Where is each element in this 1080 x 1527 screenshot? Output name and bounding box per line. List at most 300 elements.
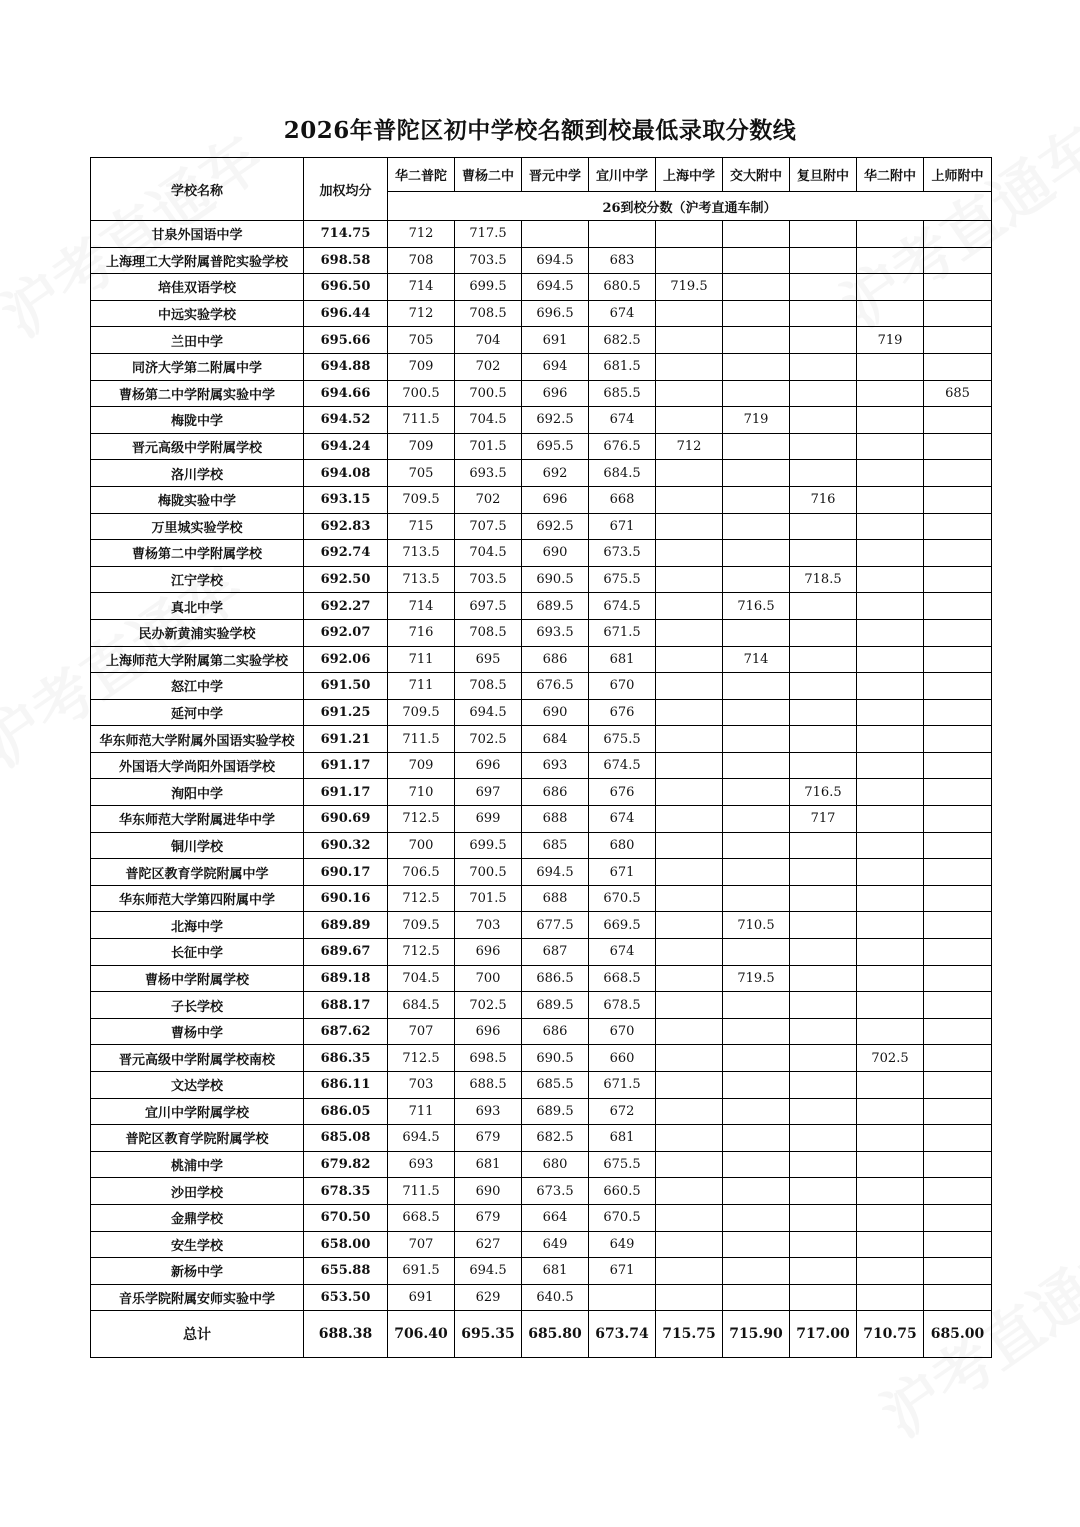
score-cell (924, 1018, 992, 1045)
score-cell (857, 859, 924, 886)
score-cell (857, 1178, 924, 1205)
score-cell (857, 407, 924, 434)
score-cell (857, 540, 924, 567)
score-cell (656, 912, 723, 939)
total-row (91, 1311, 992, 1358)
score-cell (656, 327, 723, 354)
score-cell: 675.5 (589, 726, 656, 753)
weighted-avg-cell: 687.62 (304, 1018, 388, 1045)
score-cell (656, 859, 723, 886)
score-subheader: 26到校分数（沪考直通车制） (388, 192, 992, 221)
score-cell (924, 1258, 992, 1285)
score-cell: 664 (522, 1204, 589, 1231)
score-cell (857, 1151, 924, 1178)
weighted-avg-cell: 655.88 (304, 1258, 388, 1285)
score-cell: 674 (589, 407, 656, 434)
score-cell: 712.5 (388, 885, 455, 912)
school-name-cell: 上海师范大学附属第二实验学校 (91, 646, 304, 673)
score-cell (723, 566, 790, 593)
table-row (91, 885, 992, 912)
score-cell: 708 (388, 247, 455, 274)
score-cell: 681 (522, 1258, 589, 1285)
school-name-cell: 万里城实验学校 (91, 513, 304, 540)
school-name-cell: 安生学校 (91, 1231, 304, 1258)
table-row (91, 407, 992, 434)
score-cell: 686 (522, 646, 589, 673)
score-cell: 716.5 (723, 593, 790, 620)
score-cell: 688 (522, 885, 589, 912)
score-cell (723, 353, 790, 380)
score-cell: 671.5 (589, 619, 656, 646)
score-cell (857, 1284, 924, 1311)
weighted-avg-cell: 691.17 (304, 752, 388, 779)
target-school-header: 上师附中 (924, 158, 992, 192)
score-cell (656, 380, 723, 407)
score-cell (924, 1125, 992, 1152)
table-row (91, 859, 992, 886)
score-cell: 712 (388, 300, 455, 327)
score-cell (857, 221, 924, 248)
score-cell (790, 646, 857, 673)
score-cell (857, 992, 924, 1019)
score-cell (790, 221, 857, 248)
score-cell (924, 699, 992, 726)
score-cell: 678.5 (589, 992, 656, 1019)
score-cell: 649 (589, 1231, 656, 1258)
score-cell (656, 353, 723, 380)
weighted-avg-cell: 691.21 (304, 726, 388, 753)
score-cell (723, 859, 790, 886)
score-cell (857, 433, 924, 460)
score-cell: 705 (388, 327, 455, 354)
score-cell (723, 619, 790, 646)
score-cell: 704.5 (455, 407, 522, 434)
score-cell (857, 1098, 924, 1125)
school-name-cell: 梅陇中学 (91, 407, 304, 434)
score-cell: 711.5 (388, 726, 455, 753)
score-cell: 687 (522, 939, 589, 966)
weighted-avg-cell: 694.08 (304, 460, 388, 487)
score-cell: 685.5 (589, 380, 656, 407)
target-school-header: 曹杨二中 (455, 158, 522, 192)
score-cell: 701.5 (455, 885, 522, 912)
table-row (91, 1284, 992, 1311)
weighted-avg-cell: 693.15 (304, 486, 388, 513)
score-cell (857, 806, 924, 833)
score-cell (857, 779, 924, 806)
score-cell: 712 (388, 221, 455, 248)
score-cell: 696.5 (522, 300, 589, 327)
score-cell (656, 1072, 723, 1099)
score-cell: 691 (388, 1284, 455, 1311)
score-cell (857, 1204, 924, 1231)
score-cell (857, 1018, 924, 1045)
school-name-cell: 兰田中学 (91, 327, 304, 354)
score-cell (790, 1231, 857, 1258)
score-cell: 706.5 (388, 859, 455, 886)
score-cell (857, 752, 924, 779)
score-cell (924, 1098, 992, 1125)
score-cell (790, 965, 857, 992)
weighted-avg-cell: 694.24 (304, 433, 388, 460)
school-name-cell: 普陀区教育学院附属中学 (91, 859, 304, 886)
score-cell: 627 (455, 1231, 522, 1258)
score-cell: 686 (522, 1018, 589, 1045)
score-cell: 686.5 (522, 965, 589, 992)
school-name-cell: 北海中学 (91, 912, 304, 939)
weighted-avg-cell: 690.32 (304, 832, 388, 859)
score-cell: 694.5 (455, 1258, 522, 1285)
score-cell (723, 1178, 790, 1205)
score-cell (924, 566, 992, 593)
school-name-cell: 新杨中学 (91, 1258, 304, 1285)
score-cell (723, 885, 790, 912)
score-cell (924, 460, 992, 487)
school-name-cell: 真北中学 (91, 593, 304, 620)
score-cell (723, 300, 790, 327)
score-cell (723, 486, 790, 513)
score-cell (790, 939, 857, 966)
table-row (91, 1098, 992, 1125)
score-cell: 708.5 (455, 673, 522, 700)
score-cell (790, 1258, 857, 1285)
score-cell (790, 540, 857, 567)
weighted-avg-cell: 696.50 (304, 274, 388, 301)
table-row (91, 1045, 992, 1072)
score-cell: 710.5 (723, 912, 790, 939)
score-cell: 674 (589, 300, 656, 327)
score-cell (924, 1151, 992, 1178)
target-school-header: 华二普陀 (388, 158, 455, 192)
weighted-avg-cell: 678.35 (304, 1178, 388, 1205)
score-cell: 681.5 (589, 353, 656, 380)
score-cell: 716 (790, 486, 857, 513)
school-name-cell: 子长学校 (91, 992, 304, 1019)
score-cell (790, 513, 857, 540)
score-cell: 673.5 (522, 1178, 589, 1205)
score-cell (723, 1098, 790, 1125)
score-cell (790, 247, 857, 274)
score-cell (857, 513, 924, 540)
school-name-cell: 培佳双语学校 (91, 274, 304, 301)
score-cell: 671.5 (589, 1072, 656, 1099)
score-table (90, 157, 992, 1358)
score-cell (790, 433, 857, 460)
score-cell (924, 1072, 992, 1099)
score-cell: 668 (589, 486, 656, 513)
score-cell (656, 699, 723, 726)
score-cell: 717.5 (455, 221, 522, 248)
table-row (91, 965, 992, 992)
school-name-cell: 普陀区教育学院附属学校 (91, 1125, 304, 1152)
score-cell: 680 (522, 1151, 589, 1178)
score-cell (790, 274, 857, 301)
school-name-cell: 华东师范大学第四附属中学 (91, 885, 304, 912)
table-row (91, 1258, 992, 1285)
score-cell (790, 1151, 857, 1178)
table-row (91, 460, 992, 487)
score-cell: 693 (388, 1151, 455, 1178)
score-cell (790, 673, 857, 700)
score-cell (924, 327, 992, 354)
score-cell: 670.5 (589, 885, 656, 912)
score-cell: 697 (455, 779, 522, 806)
score-cell (723, 673, 790, 700)
table-row (91, 779, 992, 806)
score-cell (656, 1018, 723, 1045)
score-cell (656, 1258, 723, 1285)
score-cell: 671 (589, 1258, 656, 1285)
score-cell (656, 407, 723, 434)
weighted-avg-cell: 690.17 (304, 859, 388, 886)
score-cell (723, 327, 790, 354)
weighted-avg-cell: 690.16 (304, 885, 388, 912)
score-cell (790, 1178, 857, 1205)
score-cell: 640.5 (522, 1284, 589, 1311)
score-cell: 694.5 (522, 274, 589, 301)
weighted-avg-cell: 691.17 (304, 779, 388, 806)
score-cell (723, 726, 790, 753)
score-cell (924, 1231, 992, 1258)
weighted-avg-cell: 686.11 (304, 1072, 388, 1099)
score-cell: 674 (589, 806, 656, 833)
score-cell (924, 513, 992, 540)
score-cell (924, 965, 992, 992)
table-row (91, 433, 992, 460)
score-cell: 690.5 (522, 566, 589, 593)
score-cell (790, 1204, 857, 1231)
score-cell (656, 885, 723, 912)
score-cell (857, 380, 924, 407)
table-row (91, 1178, 992, 1205)
score-cell: 694.5 (522, 859, 589, 886)
score-cell (924, 274, 992, 301)
score-cell (790, 1284, 857, 1311)
score-cell (656, 1284, 723, 1311)
score-cell (656, 1098, 723, 1125)
score-cell (790, 859, 857, 886)
total-score: 717.00 (790, 1311, 857, 1358)
score-cell: 694.5 (388, 1125, 455, 1152)
table-row (91, 486, 992, 513)
weighted-avg-cell: 690.69 (304, 806, 388, 833)
score-cell: 668.5 (589, 965, 656, 992)
weighted-avg-cell: 691.50 (304, 673, 388, 700)
score-cell: 690 (522, 540, 589, 567)
weighted-avg-cell: 692.50 (304, 566, 388, 593)
score-cell (857, 274, 924, 301)
score-cell: 685.5 (522, 1072, 589, 1099)
score-cell: 690 (522, 699, 589, 726)
score-cell: 702.5 (455, 992, 522, 1019)
school-name-cell: 怒江中学 (91, 673, 304, 700)
score-cell: 696 (455, 1018, 522, 1045)
score-cell: 714 (388, 274, 455, 301)
score-cell: 694.5 (455, 699, 522, 726)
school-name-header: 学校名称 (91, 158, 304, 221)
school-name-cell: 中远实验学校 (91, 300, 304, 327)
school-name-cell: 延河中学 (91, 699, 304, 726)
score-cell (589, 221, 656, 248)
target-school-header: 晋元中学 (522, 158, 589, 192)
score-cell: 676.5 (522, 673, 589, 700)
score-cell: 717 (790, 806, 857, 833)
weighted-avg-cell: 695.66 (304, 327, 388, 354)
score-cell (924, 486, 992, 513)
score-cell: 683 (589, 247, 656, 274)
table-row (91, 699, 992, 726)
school-name-cell: 晋元高级中学附属学校南校 (91, 1045, 304, 1072)
score-cell: 677.5 (522, 912, 589, 939)
score-cell (857, 566, 924, 593)
score-cell (857, 1072, 924, 1099)
school-name-cell: 曹杨中学 (91, 1018, 304, 1045)
score-cell (790, 380, 857, 407)
score-cell (723, 433, 790, 460)
score-cell: 704 (455, 327, 522, 354)
total-score: 685.00 (924, 1311, 992, 1358)
weighted-avg-cell: 688.17 (304, 992, 388, 1019)
score-cell (857, 300, 924, 327)
score-cell (924, 1284, 992, 1311)
score-cell: 671 (589, 513, 656, 540)
score-cell (790, 752, 857, 779)
weighted-avg-cell: 670.50 (304, 1204, 388, 1231)
total-score: 673.74 (589, 1311, 656, 1358)
score-cell: 672 (589, 1098, 656, 1125)
weighted-avg-cell: 692.06 (304, 646, 388, 673)
score-cell: 685 (924, 380, 992, 407)
table-row (91, 300, 992, 327)
school-name-cell: 华东师范大学附属进华中学 (91, 806, 304, 833)
total-score: 695.35 (455, 1311, 522, 1358)
score-cell (656, 540, 723, 567)
table-row (91, 1204, 992, 1231)
table-row (91, 513, 992, 540)
score-cell (924, 806, 992, 833)
score-cell (790, 699, 857, 726)
score-cell: 703 (455, 912, 522, 939)
target-school-header: 宜川中学 (589, 158, 656, 192)
score-cell: 713.5 (388, 566, 455, 593)
total-score: 706.40 (388, 1311, 455, 1358)
score-cell: 709.5 (388, 486, 455, 513)
weighted-avg-cell: 692.83 (304, 513, 388, 540)
score-cell (857, 1231, 924, 1258)
score-cell: 709.5 (388, 699, 455, 726)
target-school-header: 华二附中 (857, 158, 924, 192)
score-cell: 649 (522, 1231, 589, 1258)
weighted-avg-cell: 658.00 (304, 1231, 388, 1258)
score-cell: 680 (589, 832, 656, 859)
score-cell (857, 353, 924, 380)
table-row (91, 1151, 992, 1178)
score-cell (790, 593, 857, 620)
score-cell: 708.5 (455, 300, 522, 327)
school-name-cell: 民办新黄浦实验学校 (91, 619, 304, 646)
table-row (91, 1125, 992, 1152)
score-cell: 690 (455, 1178, 522, 1205)
score-cell: 693.5 (455, 460, 522, 487)
score-cell (656, 1204, 723, 1231)
score-cell (790, 300, 857, 327)
score-cell: 714 (388, 593, 455, 620)
score-cell (656, 806, 723, 833)
score-cell: 712.5 (388, 939, 455, 966)
score-cell: 681 (589, 1125, 656, 1152)
score-cell: 674.5 (589, 593, 656, 620)
score-cell: 702 (455, 486, 522, 513)
score-cell (656, 619, 723, 646)
score-cell (723, 1151, 790, 1178)
score-cell (924, 673, 992, 700)
score-cell: 719 (857, 327, 924, 354)
score-cell: 703 (388, 1072, 455, 1099)
weighted-avg-cell: 694.66 (304, 380, 388, 407)
score-cell (857, 673, 924, 700)
score-cell (723, 460, 790, 487)
table-row (91, 673, 992, 700)
weighted-avg-cell: 685.08 (304, 1125, 388, 1152)
score-cell (924, 540, 992, 567)
table-row (91, 1018, 992, 1045)
score-cell: 700.5 (388, 380, 455, 407)
score-cell: 711 (388, 1098, 455, 1125)
score-cell: 708.5 (455, 619, 522, 646)
weighted-avg-cell: 714.75 (304, 221, 388, 248)
score-cell: 691.5 (388, 1258, 455, 1285)
score-cell (723, 832, 790, 859)
score-cell (924, 353, 992, 380)
score-cell (790, 832, 857, 859)
score-cell: 668.5 (388, 1204, 455, 1231)
score-cell (656, 593, 723, 620)
score-cell (723, 1045, 790, 1072)
score-cell: 679 (455, 1204, 522, 1231)
score-cell (656, 486, 723, 513)
table-row (91, 274, 992, 301)
table-row (91, 619, 992, 646)
table-row (91, 806, 992, 833)
score-cell (656, 646, 723, 673)
score-cell (790, 1045, 857, 1072)
score-cell: 716.5 (790, 779, 857, 806)
score-cell (723, 779, 790, 806)
weighted-avg-header: 加权均分 (304, 158, 388, 221)
school-name-cell: 宜川中学附属学校 (91, 1098, 304, 1125)
score-cell: 629 (455, 1284, 522, 1311)
target-school-header: 复旦附中 (790, 158, 857, 192)
score-cell (857, 699, 924, 726)
table-row (91, 380, 992, 407)
score-cell: 719 (723, 407, 790, 434)
score-cell (857, 965, 924, 992)
score-cell: 681 (455, 1151, 522, 1178)
score-cell (790, 885, 857, 912)
score-cell (723, 221, 790, 248)
school-name-cell: 金鼎学校 (91, 1204, 304, 1231)
score-cell: 690.5 (522, 1045, 589, 1072)
school-name-cell: 曹杨第二中学附属实验中学 (91, 380, 304, 407)
score-cell: 676.5 (589, 433, 656, 460)
school-name-cell: 长征中学 (91, 939, 304, 966)
score-cell: 700.5 (455, 859, 522, 886)
score-cell (723, 939, 790, 966)
weighted-avg-cell: 689.67 (304, 939, 388, 966)
score-cell: 693 (522, 752, 589, 779)
score-cell (924, 752, 992, 779)
score-cell: 705 (388, 460, 455, 487)
